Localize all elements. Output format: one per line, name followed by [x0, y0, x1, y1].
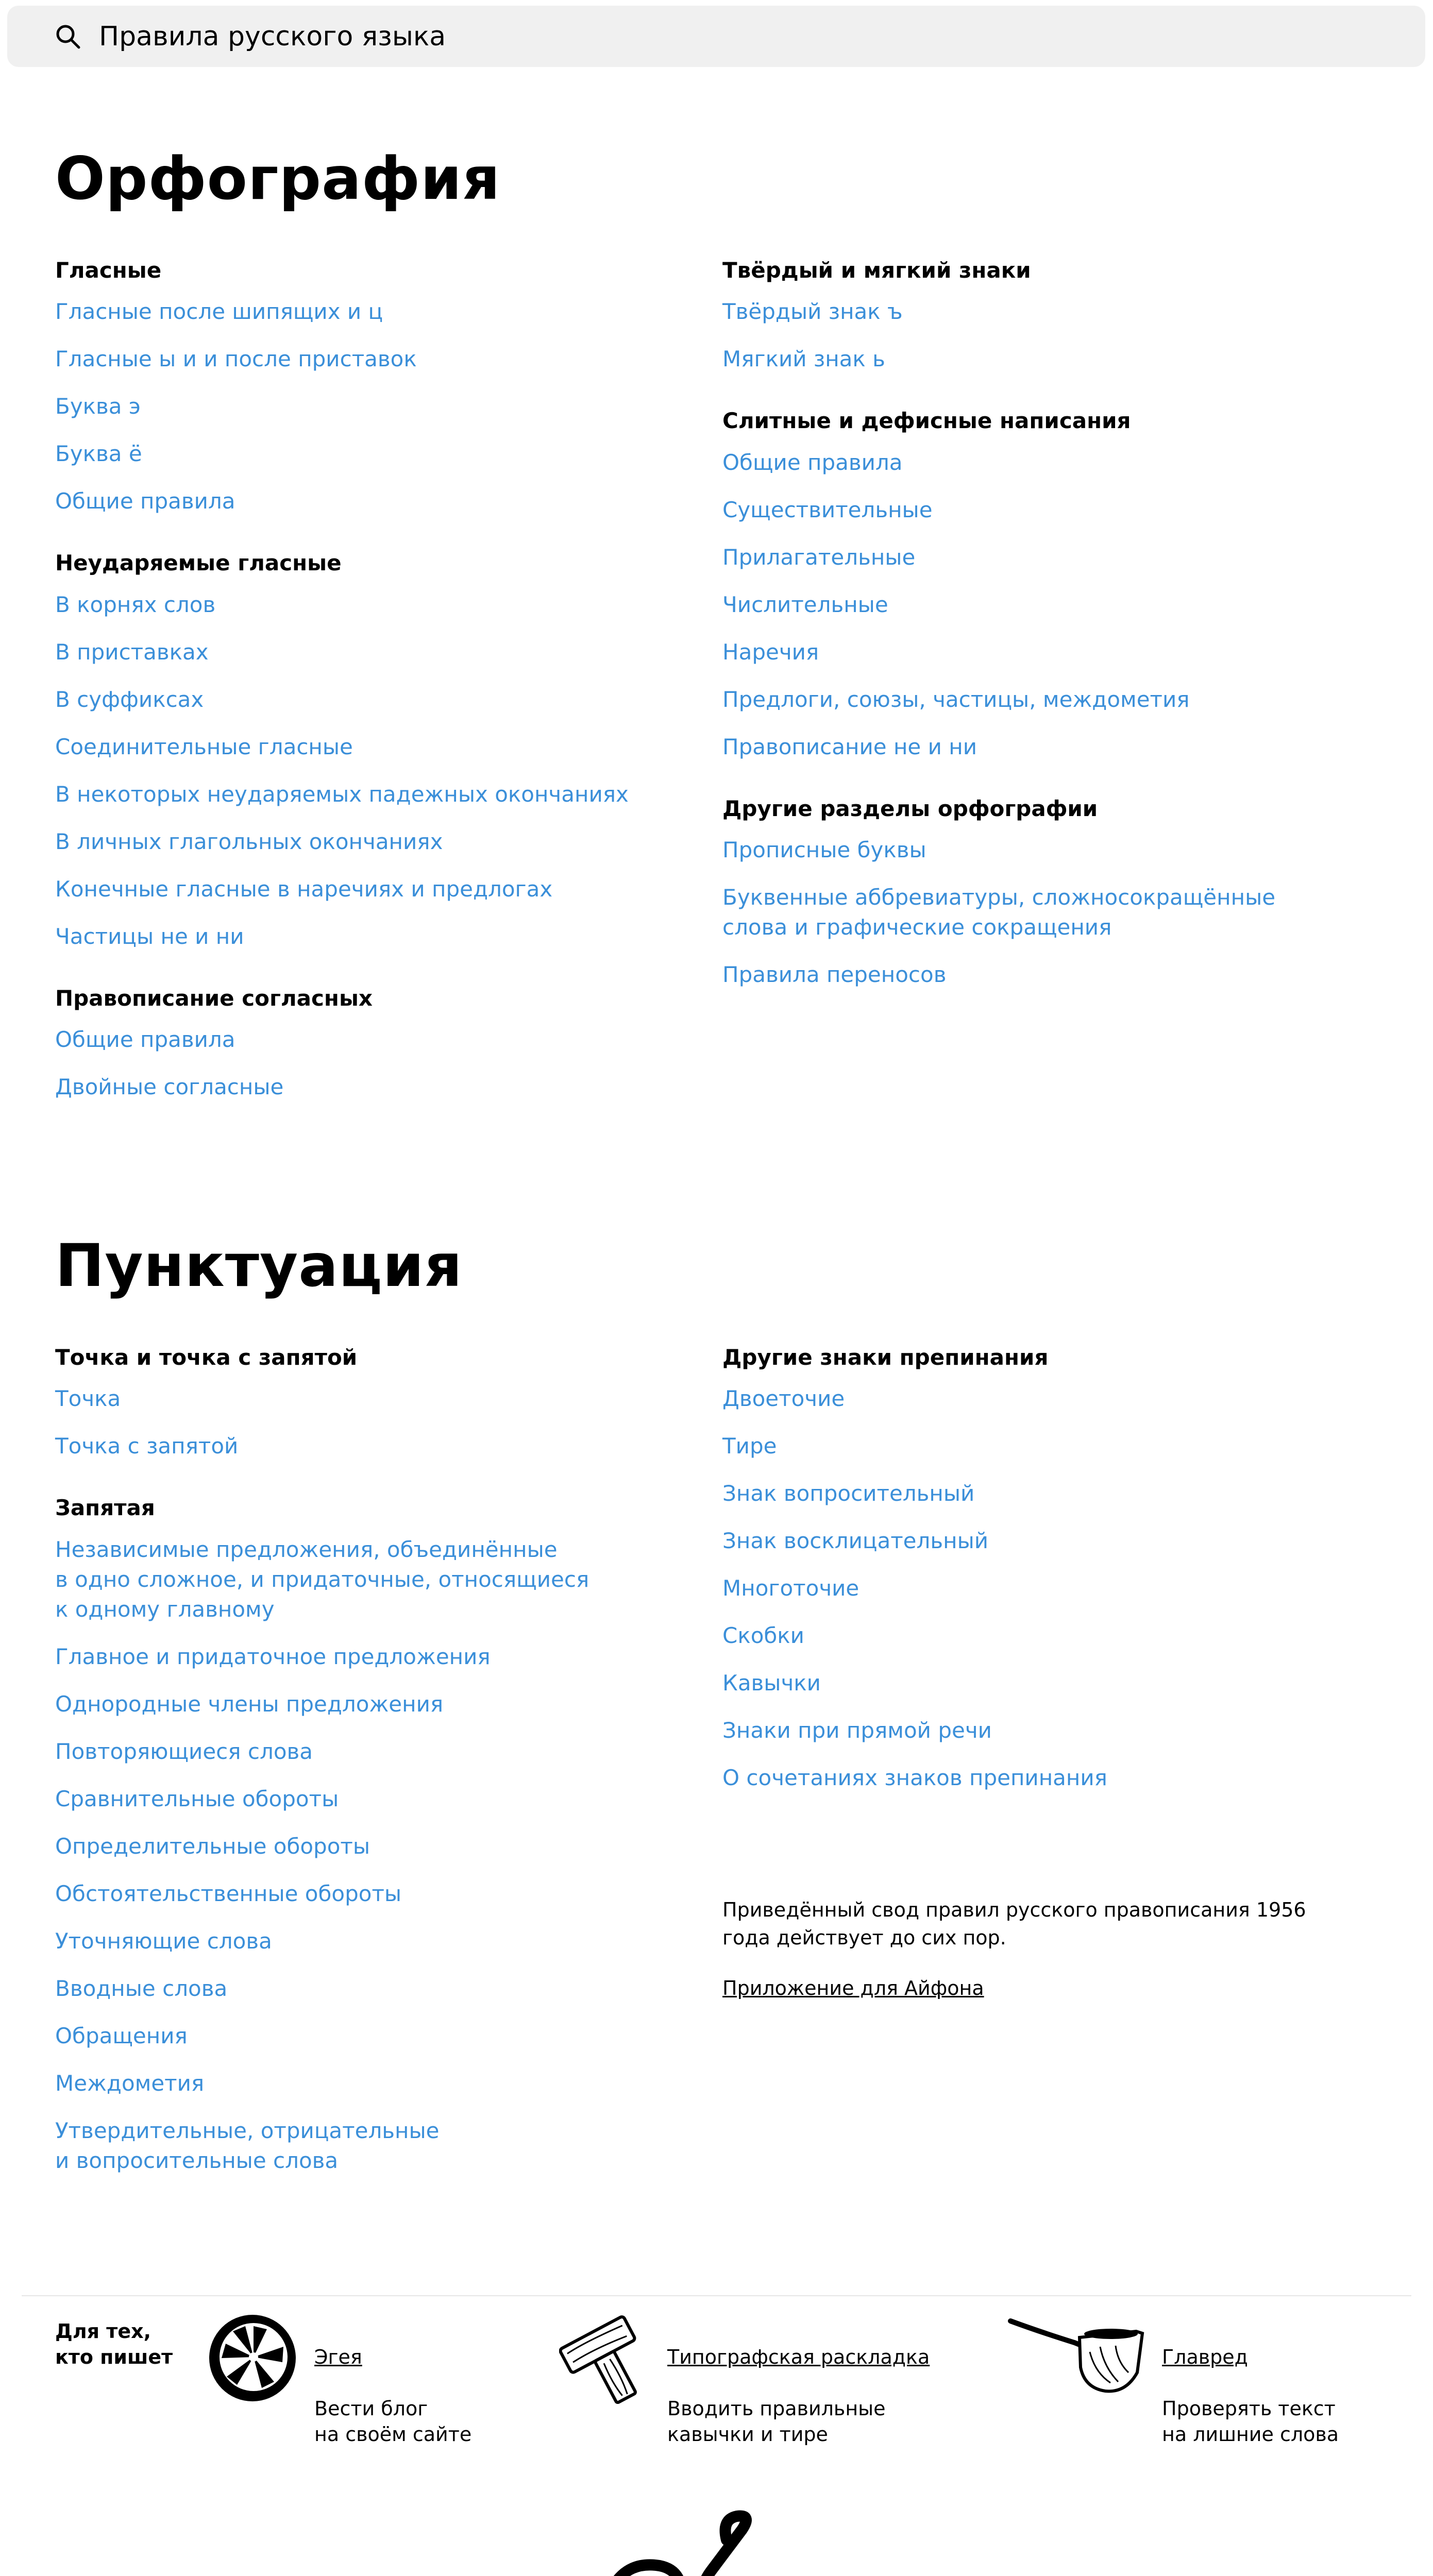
punctuation-right-column — [722, 1345, 1367, 1827]
rule-link[interactable]: Буква э — [55, 394, 141, 419]
rule-link[interactable]: Обстоятельственные обороты — [55, 1880, 402, 1906]
rule-group — [722, 258, 1367, 374]
rule-group-heading: Гласные — [55, 258, 162, 283]
rule-link[interactable]: Обращения — [55, 2023, 188, 2048]
promo-typography-text — [667, 2318, 976, 2447]
rule-group — [55, 986, 699, 1102]
rule-link[interactable]: Твёрдый знак ъ — [722, 299, 903, 325]
rule-link[interactable]: Двойные согласные — [55, 1074, 284, 1100]
rule-link[interactable]: Общие правила — [722, 449, 903, 475]
rule-link[interactable]: Тире — [722, 1433, 777, 1459]
rule-group — [55, 550, 699, 951]
rule-link[interactable]: В корнях слов — [55, 591, 216, 617]
rule-link[interactable]: Определительные обороты — [55, 1833, 370, 1859]
pipe-icon — [1007, 2311, 1147, 2398]
rules-note — [722, 1896, 1315, 2002]
rule-link[interactable]: Утвердительные, отрицательные и вопросительные слова — [55, 2117, 440, 2173]
rule-link[interactable]: Общие правила — [55, 488, 235, 514]
rule-link[interactable]: Существительные — [722, 497, 933, 522]
hammer-icon — [559, 2311, 652, 2409]
search-bar[interactable] — [7, 6, 1425, 67]
search-input[interactable] — [99, 17, 1387, 56]
rule-link[interactable]: Повторяющиеся слова — [55, 1738, 313, 1764]
rule-link[interactable]: Наречия — [722, 639, 819, 665]
rule-link[interactable]: Буквенные аббревиатуры, сложносокращённые слова и графические сокращения — [722, 885, 1276, 940]
rule-group — [722, 408, 1367, 761]
promo-egeya-link[interactable]: Эгея — [314, 2346, 362, 2368]
rule-link[interactable]: Уточняющие слова — [55, 1928, 272, 1954]
rule-link[interactable]: Прилагательные — [722, 544, 916, 570]
rule-link[interactable]: О сочетаниях знаков препинания — [722, 1765, 1107, 1791]
rule-link[interactable]: Гласные ы и и после приставок — [55, 346, 417, 372]
rule-link[interactable]: Кавычки — [722, 1670, 821, 1696]
lemon-icon — [206, 2311, 299, 2403]
rule-link[interactable]: Частицы не и ни — [55, 923, 244, 949]
rule-link[interactable]: Знак вопросительный — [722, 1481, 975, 1506]
rule-link[interactable]: В личных глагольных окончаниях — [55, 828, 443, 854]
orthography-title: Орфография — [55, 144, 501, 213]
promo-typography-link[interactable]: Типографская раскладка — [667, 2346, 930, 2368]
rule-group-heading: Другие знаки препинания — [722, 1345, 1049, 1370]
rule-link[interactable]: Вводные слова — [55, 1975, 228, 2001]
birman-logo — [608, 2509, 824, 2576]
punctuation-left-column — [55, 1345, 699, 2210]
rule-link[interactable]: Числительные — [722, 591, 888, 617]
rule-link[interactable]: Независимые предложения, объединённые в одно сложное, и придаточные, относящиеся к одному главному — [55, 1536, 589, 1622]
rule-link[interactable]: Правила переносов — [722, 962, 947, 988]
promo-glavred-text — [1162, 2318, 1433, 2447]
rule-link[interactable]: Конечные гласные в наречиях и предлогах — [55, 876, 553, 902]
rule-link[interactable]: Общие правила — [55, 1027, 235, 1053]
rule-link[interactable]: Точка с запятой — [55, 1433, 239, 1459]
rule-link[interactable]: Междометия — [55, 2070, 205, 2096]
rule-group — [722, 796, 1367, 990]
rule-link[interactable]: Знаки при прямой речи — [722, 1718, 992, 1743]
rule-link[interactable]: Прописные буквы — [722, 837, 926, 863]
rule-group — [55, 258, 699, 516]
rule-link[interactable]: В некоторых неударяемых падежных окончаниях — [55, 781, 629, 807]
rule-group — [55, 1345, 699, 1461]
rule-group-heading: Другие разделы орфографии — [722, 795, 1098, 821]
rule-group-heading: Неударяемые гласные — [55, 550, 342, 576]
note-text: Приведённый свод правил русского правописания 1956 года действует до сих пор. — [722, 1899, 1306, 1949]
rule-link[interactable]: Главное и придаточное предложения — [55, 1643, 491, 1669]
rule-group-heading: Правописание согласных — [55, 985, 373, 1011]
rule-link[interactable]: Однородные члены предложения — [55, 1691, 444, 1717]
footer-title: Для тех, кто пишет — [55, 2320, 173, 2368]
rule-link[interactable]: Мягкий знак ь — [722, 346, 885, 372]
promo-glavred-link[interactable]: Главред — [1162, 2346, 1248, 2368]
rule-group — [55, 1495, 699, 2175]
rule-link[interactable]: Знак восклицательный — [722, 1528, 989, 1554]
rule-link[interactable]: Сравнительные обороты — [55, 1786, 339, 1811]
footer-divider — [22, 2295, 1411, 2296]
rule-link[interactable]: Двоеточие — [722, 1386, 845, 1412]
orthography-right-column — [722, 258, 1367, 1024]
rule-link[interactable]: Соединительные гласные — [55, 734, 353, 759]
search-icon — [55, 23, 81, 50]
rule-link[interactable]: В приставках — [55, 639, 209, 665]
rule-link[interactable]: Правописание не и ни — [722, 734, 977, 759]
orthography-left-column — [55, 258, 699, 1136]
rule-link[interactable]: Гласные после шипящих и ц — [55, 299, 383, 325]
rule-link[interactable]: Буква ё — [55, 441, 142, 467]
rule-group-heading: Слитные и дефисные написания — [722, 408, 1131, 434]
rule-link[interactable]: Точка — [55, 1386, 121, 1412]
rule-group — [722, 1345, 1367, 1793]
rule-group-heading: Точка и точка с запятой — [55, 1345, 358, 1370]
iphone-app-link[interactable]: Приложение для Айфона — [722, 1977, 984, 1999]
promo-glavred-desc: Проверять текст на лишние слова — [1162, 2397, 1339, 2446]
promo-egeya-desc: Вести блог на своём сайте — [314, 2397, 472, 2446]
rule-group-heading: Твёрдый и мягкий знаки — [722, 258, 1031, 283]
punctuation-title: Пунктуация — [55, 1231, 463, 1300]
rule-link[interactable]: В суффиксах — [55, 686, 204, 712]
rule-link[interactable]: Скобки — [722, 1623, 804, 1649]
rule-link[interactable]: Многоточие — [722, 1575, 859, 1601]
rule-group-heading: Запятая — [55, 1495, 155, 1521]
promo-typography-desc: Вводить правильные кавычки и тире — [667, 2397, 886, 2446]
rule-link[interactable]: Предлоги, союзы, частицы, междометия — [722, 686, 1190, 712]
